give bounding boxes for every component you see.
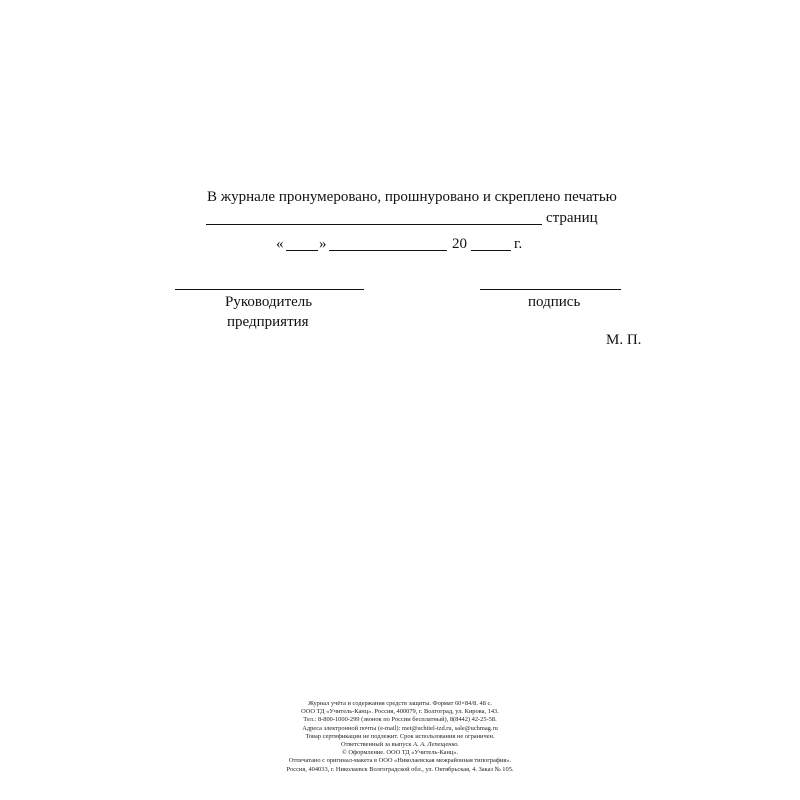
imprint-line-6 bbox=[200, 741, 600, 749]
signature-label: подпись bbox=[528, 294, 581, 310]
date-open-quote: « bbox=[276, 236, 284, 252]
signature-line[interactable] bbox=[480, 289, 621, 290]
pages-count-blank[interactable] bbox=[206, 224, 542, 225]
imprint-responsible-name: А. А. Лепещенко. bbox=[413, 741, 460, 749]
pages-suffix: страниц bbox=[546, 210, 598, 226]
imprint-responsible-label: Ответственный за выпуск bbox=[340, 741, 412, 749]
imprint-line-5: Товар сертификации не подлежит. Срок использования не ограничен. bbox=[305, 732, 495, 740]
manager-signature-line[interactable] bbox=[175, 289, 364, 290]
date-day-blank[interactable] bbox=[286, 250, 318, 251]
manager-label-line1: Руководитель bbox=[225, 294, 313, 310]
stamp-place-label: М. П. bbox=[606, 332, 642, 348]
imprint-line-1: Журнал учёта и содержания средств защиты. Формат 60×84/8. 48 с. bbox=[308, 700, 492, 707]
imprint-line-3: Тел.: 8-800-1000-299 (звонок по России бесплатный), 8(8442) 42-25-58. bbox=[303, 716, 497, 724]
imprint-block bbox=[200, 700, 600, 774]
imprint-line-8: Отпечатано с оригинал-макета в ООО «Николаевская межрайонная типография». bbox=[288, 757, 512, 765]
date-month-blank[interactable] bbox=[329, 250, 447, 251]
imprint-line-2: ООО ТД «Учитель-Канц». Россия, 400079, г. Волгоград, ул. Кирова, 143. bbox=[301, 708, 499, 716]
manager-label-line2: предприятия bbox=[227, 314, 309, 330]
date-year-blank[interactable] bbox=[471, 250, 511, 251]
date-year-prefix: 20 bbox=[452, 236, 467, 252]
date-year-suffix: г. bbox=[514, 236, 523, 252]
date-close-quote: » bbox=[319, 236, 327, 252]
certification-statement: В журнале пронумеровано, прошнуровано и скреплено печатью bbox=[207, 189, 617, 205]
imprint-line-4: Адреса электронной почты (e-mail): met@uchitel-izd.ru, sale@uchmag.ru bbox=[302, 724, 498, 732]
imprint-line-7: © Оформление. ООО ТД «Учитель-Канц». bbox=[341, 749, 459, 757]
imprint-line-9: Россия, 404033, г. Николаевск Волгоградской обл., ул. Октябрьская, 4. Заказ № 105. bbox=[286, 765, 514, 773]
